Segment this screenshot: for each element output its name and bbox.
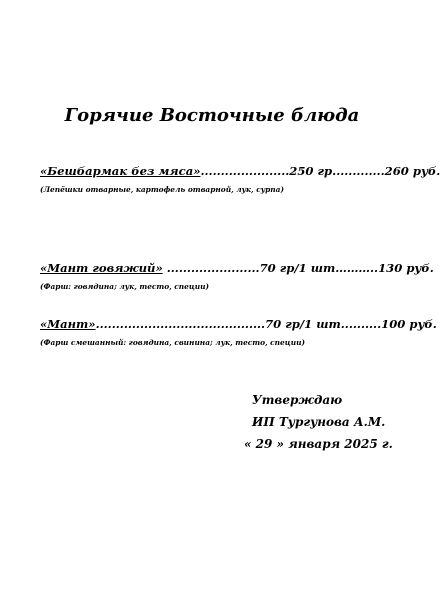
menu-item-beshbarmak xyxy=(40,163,440,195)
menu-item-name: «Мант говяжий» xyxy=(40,261,163,275)
menu-item-portion: 250 гр xyxy=(289,164,333,178)
page-title: Горячие Восточные блюда xyxy=(64,105,360,126)
approval-date: « 29 » января 2025 г. xyxy=(244,437,393,451)
approval-signer: ИП Тургунова А.М. xyxy=(252,415,386,429)
menu-item-mant xyxy=(40,316,437,348)
menu-item-price: 130 руб. xyxy=(378,261,434,275)
menu-item-name: «Мант» xyxy=(40,317,96,331)
approval-block xyxy=(236,389,393,455)
menu-item-line xyxy=(40,316,437,332)
menu-item-description: (Лепёшки отварные, картофель отварной, лук, сурпа) xyxy=(40,185,284,194)
approval-heading: Утверждаю xyxy=(252,393,343,407)
menu-item-dots: .......................................... xyxy=(95,317,266,331)
menu-item-mant-beef xyxy=(40,260,434,292)
menu-item-name: «Бешбармак без мяса» xyxy=(40,164,201,178)
menu-item-dots: .......... xyxy=(340,317,382,331)
menu-item-dots: ...................... xyxy=(200,164,290,178)
menu-item-description: (Фарш: говядина; лук, тесто, специи) xyxy=(40,282,210,291)
menu-item-line xyxy=(40,163,440,179)
menu-item-portion: 70 гр/1 шт xyxy=(265,317,341,331)
menu-item-description: (Фарш смешанный: говядина, свинина; лук, тесто, специи) xyxy=(40,338,305,347)
menu-item-portion: 70 гр/1 шт xyxy=(259,261,336,275)
menu-item-line xyxy=(40,260,434,276)
menu-item-dots: ……….. xyxy=(335,261,379,275)
menu-item-dots: ............. xyxy=(332,164,385,178)
menu-item-price: 260 руб. xyxy=(384,164,440,178)
menu-item-dots: ....................... xyxy=(162,261,260,275)
menu-item-price: 100 руб. xyxy=(381,317,437,331)
